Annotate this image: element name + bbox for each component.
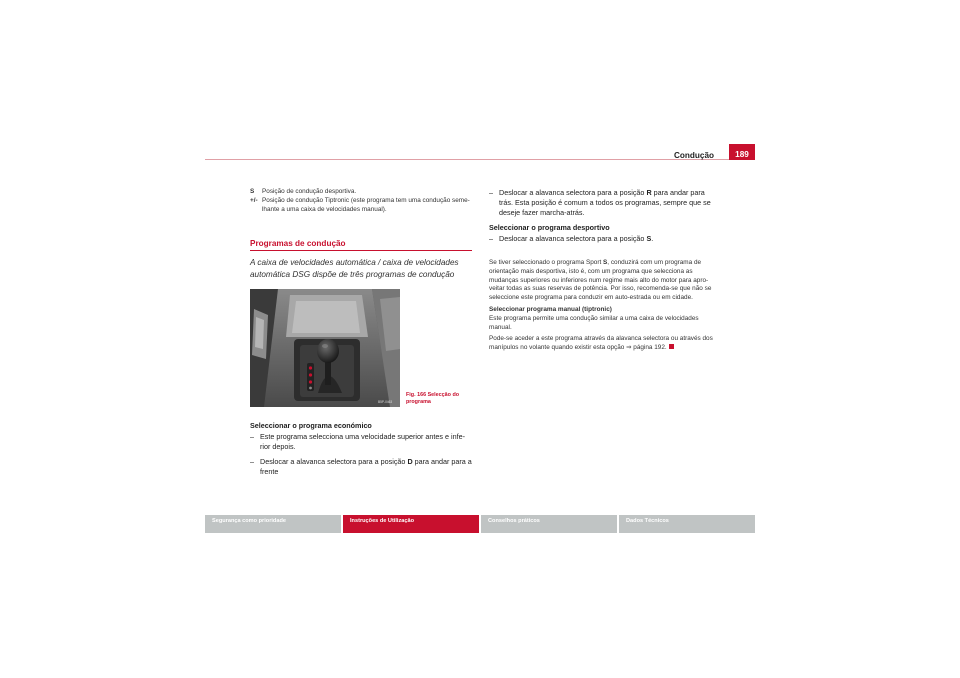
definition-text: Posição de condução Tiptronic (este programa tem uma condução seme-lhante a uma caixa de velocidades manual). [262, 196, 470, 213]
list-item: – Deslocar a alavanca selectora para a posição D para andar para a frente [250, 457, 475, 477]
definition-key: +/- [250, 196, 258, 204]
paragraph-sport: Se tiver seleccionado o programa Sport S, conduzirá com um programa de orientação mais desportiva, isto é, com um programa que selecciona as mudanças superiores ou inferiores num regime mais alto do motor para apro-veitar todas as suas reservas de potência. Por isso, recomenda-se que não se seleccione este programa para conduzir em auto-estrada ou em cidade. [489, 259, 712, 302]
end-of-section-icon [669, 344, 674, 349]
definition-list [250, 188, 475, 214]
list-item-text: Este programa selecciona uma velocidade superior antes e infe-rior depois. [260, 432, 465, 452]
header-rule [205, 159, 755, 160]
list-item: – Este programa selecciona uma velocidade superior antes e infe-rior depois. [250, 432, 475, 452]
paragraph-manual-2: Pode-se aceder a este programa através da alavanca selectora ou através dos manípulos no volante quando existir esta opção ⇒ página 192. [489, 335, 713, 352]
figure-gear-selector [250, 289, 400, 407]
left-column-body [250, 421, 475, 477]
figure-caption: Fig. 166 Selecção do programa [406, 392, 460, 405]
page-title: Condução [673, 151, 714, 160]
list-item: – Deslocar a alavanca selectora para a posição S. [489, 234, 714, 244]
paragraph-manual-1: Este programa permite uma condução similar a uma caixa de velocidades manual. [489, 314, 699, 331]
definition-item [250, 188, 475, 197]
list-item-text: Deslocar a alavanca selectora para a posição D para andar para a frente [260, 456, 472, 476]
figure-code: B5P-0463 [378, 400, 393, 404]
footer-tab-technical[interactable]: Dados Técnicos [619, 515, 755, 533]
section-title: Programas de condução [250, 239, 472, 251]
footer-tab-instructions[interactable]: Instruções de Utilização [343, 515, 479, 533]
definition-item [250, 197, 475, 215]
definition-text: Posição de condução desportiva. [262, 188, 357, 195]
definition-key: S [250, 188, 255, 195]
heading-economic: Seleccionar o programa económico [250, 421, 372, 430]
heading-manual: Seleccionar programa manual (tiptronic) [489, 305, 612, 313]
list-item-text: Deslocar a alavanca selectora para a posição S. [499, 233, 654, 243]
heading-sport: Seleccionar o programa desportivo [489, 222, 610, 232]
section-intro: A caixa de velocidades automática / caixa de velocidades automática DSG dispõe de três programas de condução [250, 258, 459, 279]
right-column-body [489, 259, 715, 353]
footer-tab-safety[interactable]: Segurança como prioridade [205, 515, 341, 533]
footer-tab-advice[interactable]: Conselhos práticos [481, 515, 617, 533]
right-column-top [489, 188, 714, 244]
gear-selector-illustration [250, 289, 400, 407]
list-item: – Deslocar a alavanca selectora para a posição R para andar para trás. Esta posição é comum a todos os programas, sempre que se deseje fazer marcha-atrás. [489, 188, 714, 219]
list-item-text: Deslocar a alavanca selectora para a posição R para andar para trás. Esta posição é comum a todos os programas, sempre que se deseje fazer marcha-atrás. [499, 188, 711, 218]
page-number: 189 [729, 144, 755, 160]
